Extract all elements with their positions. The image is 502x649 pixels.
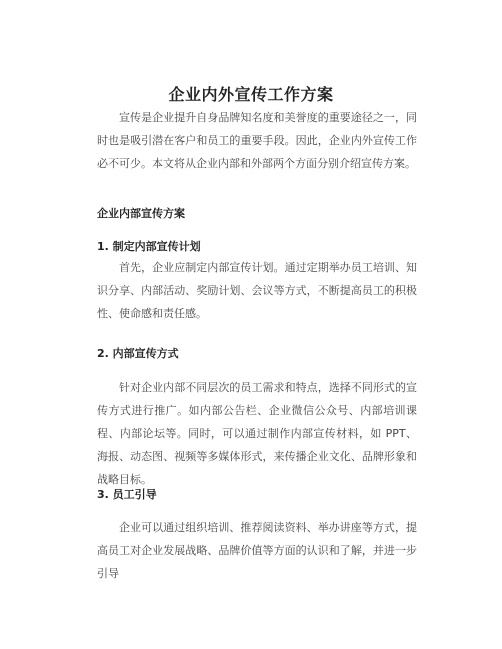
- subsection-body-1: 首先，企业应制定内部宣传计划。通过定期举办员工培训、知识分享、内部活动、奖励计划、会议等方式，不断提高员工的积极性、使命感和责任感。: [97, 261, 417, 320]
- subsection-body-2: 针对企业内部不同层次的员工需求和特点，选择不同形式的宣传方式进行推广。如内部公告栏、企业微信公众号、内部培训课程、内部论坛等。同时，可以通过制作内部宣传材料，如 PPT、海报、动态图、视频等多媒体形式，来传播企业文化、品牌形象和战略目标。: [97, 381, 417, 486]
- subsection-heading-1: 1. 制定内部宣传计划: [97, 240, 201, 253]
- subsection-heading-3: 3. 员工引导: [97, 488, 157, 501]
- document-title: 企业内外宣传工作方案: [168, 85, 334, 104]
- section-heading-internal: 企业内部宣传方案: [97, 207, 185, 220]
- subsection-body-3: 企业可以通过组织培训、推荐阅读资料、举办讲座等方式，提高员工对企业发展战略、品牌价值等方面的认识和了解，并进一步引导: [97, 521, 417, 580]
- subsection-heading-2: 2. 内部宣传方式: [97, 347, 179, 360]
- intro-paragraph: 宣传是企业提升自身品牌知名度和美誉度的重要途径之一，同时也是吸引潜在客户和员工的重要手段。因此，企业内外宣传工作必不可少。本文将从企业内部和外部两个方面分别介绍宣传方案。: [97, 111, 417, 170]
